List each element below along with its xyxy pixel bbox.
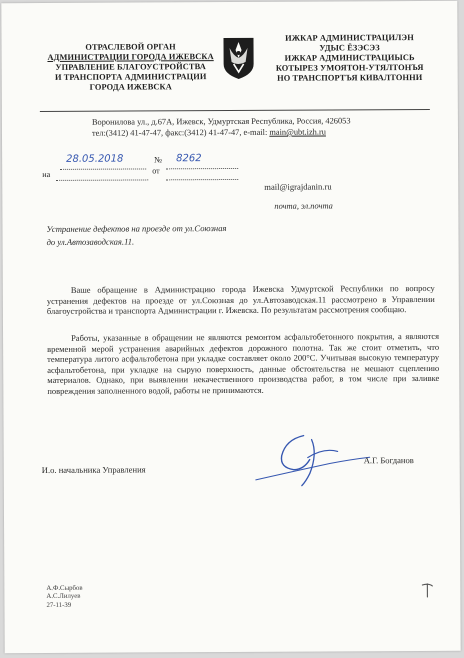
address-line: Воронилова ул., д.67А, Ижевск, Удмуртская Республика, Россия, 426053	[91, 116, 351, 127]
header-right-organization	[259, 33, 439, 84]
executor-block	[46, 585, 82, 610]
city-emblem-icon	[221, 36, 255, 80]
registration-number: 8262	[176, 153, 202, 165]
reply-to-field	[56, 169, 148, 180]
date-field	[60, 153, 146, 169]
letter-subject	[46, 222, 266, 249]
on-label: на	[42, 169, 51, 179]
header-left-line: УПРАВЛЕНИЕ БЛАГОУСТРОЙСТВА	[55, 62, 206, 72]
executor-name: А.Ф.Сырбов	[46, 584, 83, 592]
executor-phone: 27-11-39	[46, 601, 72, 609]
recipient-email: mail@igrajdanin.ru	[264, 181, 332, 192]
header-left-line: ОТРАСЛЕВОЙ ОРГАН	[85, 42, 176, 52]
number-field	[166, 153, 238, 169]
registration-date: 28.05.2018	[66, 153, 124, 165]
header-left-organization	[46, 42, 216, 93]
contacts-line	[92, 128, 326, 140]
number-label: №	[154, 155, 162, 165]
organization-email-link[interactable]: main@ubt.izh.ru	[269, 127, 326, 137]
body-paragraph: Работы, указанные в обращении не являются ремонтом асфальтобетонного покрытия, а являются временной мерой устранения аварийных дефектов дорожного полотна. Так же стоит отметить, что температура литого асфальтобетона при укладке составляет около 200°С. Учитывая высокую температуру асфальтобетона, при укладке на сырую поверхность, данные обстоятельства не мешают сцеплению материалов. Однако, при выявлении некачественного производства работ, в том числе при заливке повреждения заполненного водой, работы не принимаются.	[47, 330, 440, 396]
contacts-text: тел:(3412) 41-47-47, факс:(3412) 41-47-47, e-mail:	[91, 127, 270, 138]
header-right-line: КОТЫРЕЗ УМОЯТОН-УТЯЛТОНЪЯ	[275, 62, 424, 73]
from-label: от	[152, 166, 160, 176]
header-left-line: АДМИНИСТРАЦИИ ГОРОДА ИЖЕВСКА	[47, 52, 214, 62]
subject-line: до ул.Автозаводская.11.	[46, 236, 135, 247]
pencil-mark-icon	[420, 581, 434, 599]
header-right-line: ИЖКАР АДМИНИСТРАЦИЫСЬ	[284, 53, 415, 63]
header-right-line: УДЫС ЁЗЭСЭЗ	[319, 43, 380, 53]
header-left-line: ГОРОДА ИЖЕВСКА	[89, 82, 172, 92]
handwritten-signature-icon	[252, 429, 372, 488]
executor-name: А.С.Лилуев	[46, 593, 81, 601]
letter-page	[1, 1, 460, 653]
subject-line: Устранение дефектов на проезде от ул.Союзная	[46, 223, 227, 234]
signatory-name: А.Г. Богданов	[363, 455, 414, 466]
body-paragraph: Ваше обращение в Администрацию города Ижевска Удмуртской Республики по вопросу устранения дефектов на проезде от ул.Союзная до ул.Автозаводская.11 рассмотрено в Управлении благоустройства и транспорта Администрации г. Ижевска. По результатам рассмотрения сообщаю.	[46, 282, 435, 317]
header-divider	[40, 109, 430, 112]
signatory-role: И.о. начальника Управления	[41, 464, 146, 475]
delivery-method: почта, эл.почта	[274, 201, 333, 211]
header-right-line: НО ТРАНСПОРТЪЯ КИВАЛТОННИ	[277, 72, 423, 83]
header-right-line: ИЖКАР АДМИНИСТРАЦИЛЭН	[285, 33, 414, 43]
reply-from-field	[166, 169, 238, 180]
header-left-line: И ТРАНСПОРТА АДМИНИСТРАЦИИ	[54, 72, 207, 82]
